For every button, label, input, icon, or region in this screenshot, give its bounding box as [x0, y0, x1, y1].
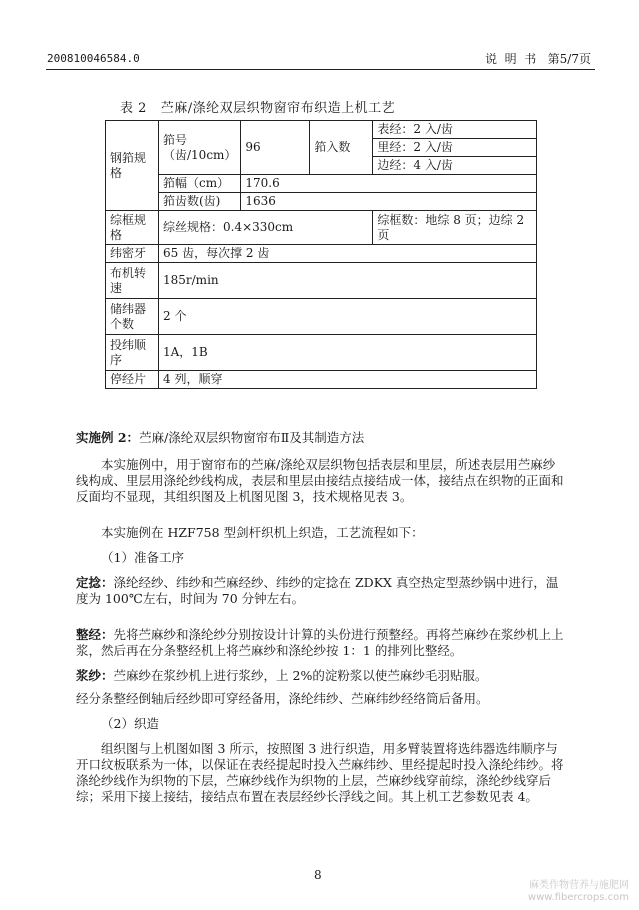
table-row: [106, 245, 537, 263]
weft-storage-value: 2 个: [159, 299, 537, 335]
heald-wire: 综丝规格：0.4×330cm: [159, 211, 373, 245]
patent-number: 200810046584.0: [47, 52, 140, 65]
stop-value: 4 列，顺穿: [159, 371, 537, 389]
heald-label: 综框规格: [106, 211, 159, 245]
table-row: [106, 121, 537, 139]
table-row: [106, 263, 537, 299]
weft-density-value: 65 齿，每次撑 2 齿: [159, 245, 537, 263]
weft-storage-label: 储纬器个数: [106, 299, 159, 335]
section-weaving: （2）织造: [101, 716, 159, 731]
twist-setting-text: 涤纶经纱、纬纱和苎麻经纱、纬纱的定捻在 ZDKX 真空热定型蒸纱锅中进行，温度为 100℃左右，时间为 70 分钟左右。: [76, 575, 559, 606]
reed-dents-label: 筘齿数(齿): [159, 193, 241, 211]
weft-density-label: 纬密牙: [106, 245, 159, 263]
reed-entry-label: 筘入数: [310, 121, 373, 175]
example-title-rest: 苎麻/涤纶双层织物窗帘布Ⅱ及其制造方法: [139, 430, 365, 445]
watermark-line-2: www.fibercrops.com: [527, 892, 629, 903]
sizing-text: 苎麻纱在浆纱机上进行浆纱，上 2%的淀粉浆以使苎麻纱毛羽贴服。: [113, 668, 488, 683]
paragraph-warping: [76, 627, 566, 659]
paragraph-twist-setting: [76, 575, 566, 607]
reed-no-value: 96: [241, 121, 310, 175]
loom-spec-table: [105, 120, 537, 389]
paragraph-intro: 本实施例中，用于窗帘布的苎麻/涤纶双层织物包括表层和里层，所述表层用苎麻纱线构成、里层用涤纶纱线构成，表层和里层由接结点接结成一体，接结点在织物的正面和反面均不显现，其组织图及上机图见图 3，技术规格见表 3。: [76, 457, 564, 504]
paragraph-weaving: 组织图与上机图如图 3 所示，按照图 3 进行织造，用多臂装置将选纬器选纬顺序与开口纹板联系为一体，以保证在表经提起时投入苎麻纬纱、里经提起时投入涤纶纬纱。将涤纶纱线作为织物的下层，苎麻纱线作为织物的上层，苎麻纱线穿前综，涤纶纱线穿后综；采用下接上接结，接结点布置在表层经纱长浮线之间。其上机工艺参数见表 4。: [76, 741, 564, 804]
table-row: [106, 175, 537, 193]
loom-speed-value: 185r/min: [159, 263, 537, 299]
reed-label: 钢筘规格: [106, 121, 159, 211]
section-title: 说 明 书: [484, 52, 537, 66]
inner-warp: 里经：2 入/齿: [373, 139, 537, 157]
reed-width-value: 170.6: [241, 175, 537, 193]
stop-label: 停经片: [106, 371, 159, 389]
heald-count: 综框数：地综 8 页；边综 2 页: [373, 211, 537, 245]
section-preparation: （1）准备工序: [101, 550, 184, 565]
example-title: 实施例 2：: [76, 430, 140, 445]
sizing-head: 浆纱：: [76, 668, 114, 683]
table-caption: 表 2 苎麻/涤纶双层织物窗帘布织造上机工艺: [120, 101, 396, 116]
warping-text: 先将苎麻纱和涤纶纱分别按设计计算的头份进行预整经。再将苎麻纱在浆纱机上上浆，然后再在分条整经机上将苎麻纱和涤纶纱按 1：1 的排列比整经。: [76, 627, 564, 658]
table-row: [106, 299, 537, 335]
table-row: [106, 371, 537, 389]
surface-warp: 表经：2 入/齿: [373, 121, 537, 139]
weft-order-label: 投纬顺序: [106, 335, 159, 371]
reed-width-label: 筘幅（cm）: [159, 175, 241, 193]
table-row: [106, 211, 537, 245]
header-rule: [46, 69, 595, 70]
watermark: [528, 880, 629, 904]
example-heading: [76, 430, 566, 446]
watermark-line-1: 麻类作物营养与施肥网: [529, 880, 629, 891]
page-number: 8: [314, 868, 322, 882]
reed-no-label: 筘号（齿/10cm）: [159, 121, 241, 175]
reed-dents-value: 1636: [241, 193, 537, 211]
weft-order-value: 1A，1B: [159, 335, 537, 371]
warping-head: 整经：: [76, 627, 114, 642]
loom-speed-label: 布机转速: [106, 263, 159, 299]
paragraph-sizing: [76, 668, 566, 684]
edge-warp: 边经：4 入/齿: [373, 157, 537, 175]
paragraph-process: 本实施例在 HZF758 型剑杆织机上织造，工艺流程如下：: [101, 525, 424, 540]
page-header-right: [485, 50, 591, 67]
twist-setting-head: 定捻：: [76, 575, 114, 590]
paragraph-beaming: 经分条整经倒轴后经纱即可穿经备用，涤纶纬纱、苎麻纬纱经络筒后备用。: [76, 691, 489, 706]
table-row: [106, 335, 537, 371]
page-info: 第5/7页: [547, 52, 591, 66]
table-row: [106, 193, 537, 211]
